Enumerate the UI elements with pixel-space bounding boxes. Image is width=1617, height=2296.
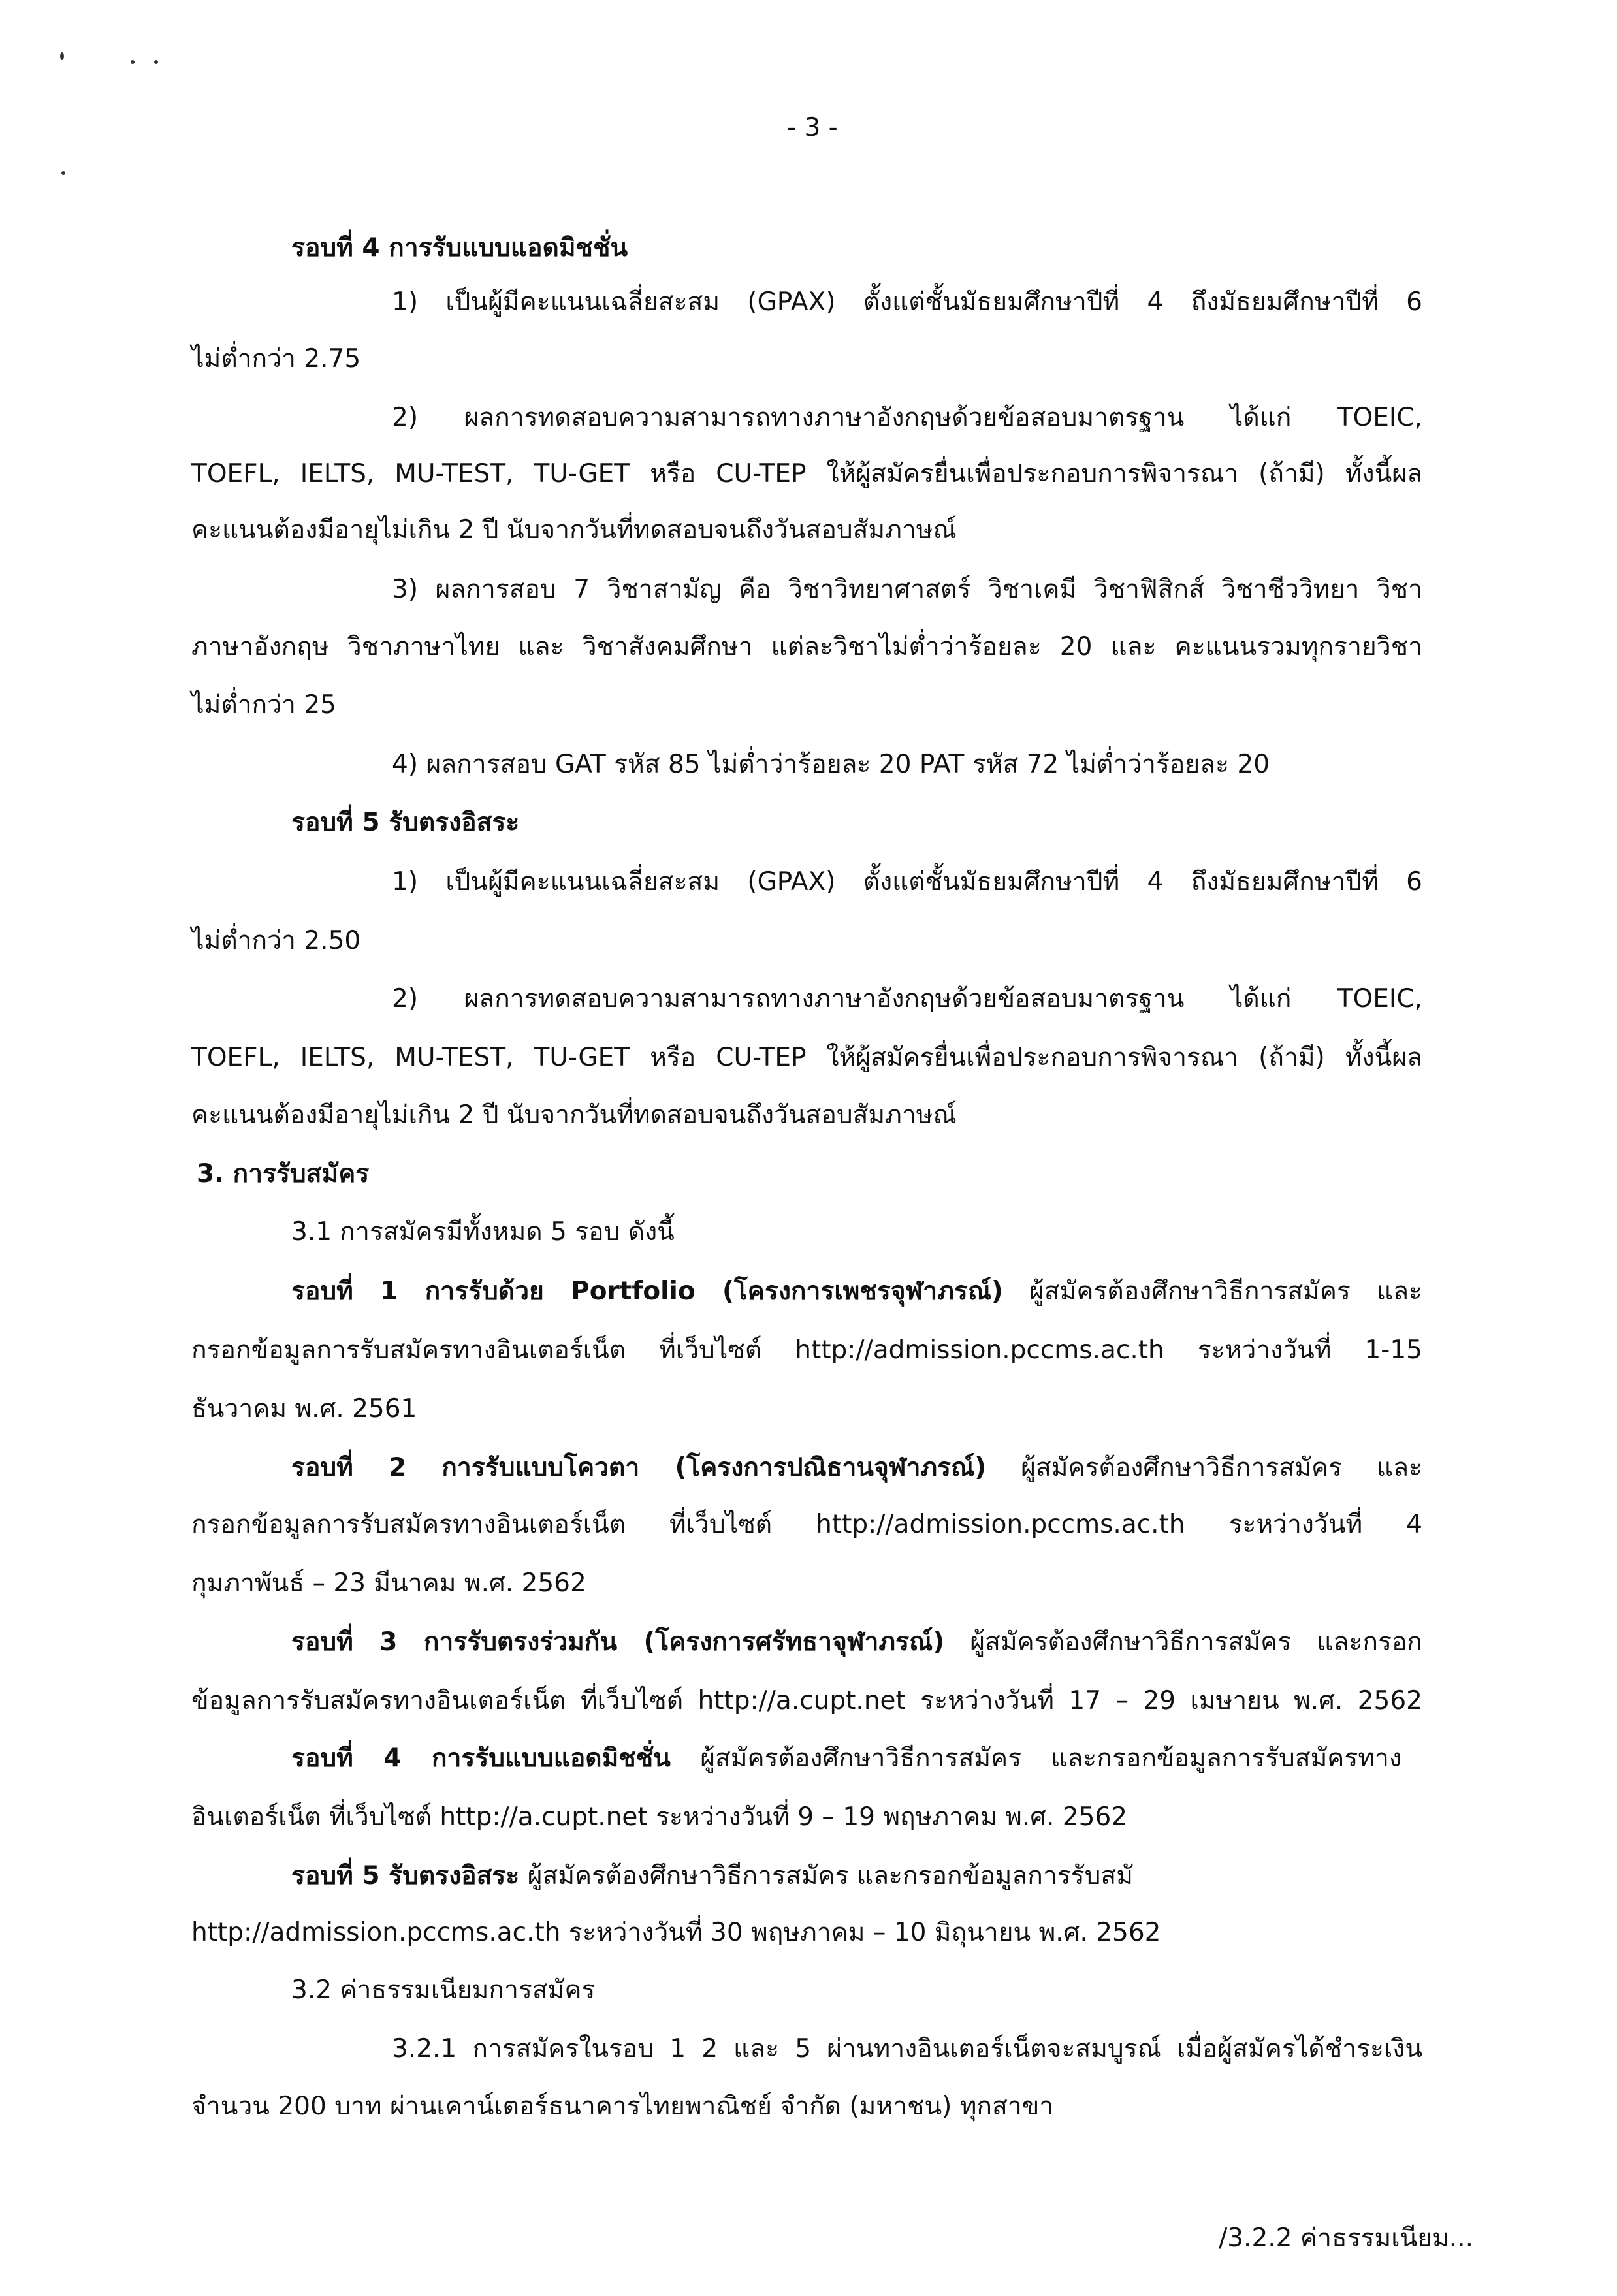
- text: http://admission.pccms.ac.th ระหว่างวันที่ 30 พฤษภาคม – 10 มิถุนายน พ.ศ. 2562: [191, 1918, 1161, 1947]
- text-line: [191, 923, 360, 959]
- text: ผู้สมัครต้องศึกษาวิธีการสมัคร และ: [986, 1453, 1422, 1482]
- text-line: [191, 341, 360, 377]
- text: กรอกข้อมูลการรับสมัครทางอินเตอร์เน็ต ที่เว็บไซต์ http://admission.pccms.ac.th ระหว่างวันที่ 4: [191, 1510, 1422, 1539]
- text-bold: รอบที่ 3 การรับตรงร่วมกัน (โครงการศรัทธาจุฬาภรณ์): [291, 1627, 945, 1657]
- footer-continuation: /3.2.2 ค่าธรรมเนียม...: [1219, 2224, 1473, 2253]
- text-line: [191, 512, 957, 549]
- scan-speck: [131, 60, 135, 64]
- text: ผู้สมัครต้องศึกษาวิธีการสมัคร และกรอกข้อมูลการรับสมั: [519, 1861, 1133, 1890]
- text-line: [191, 1799, 1127, 1836]
- text: คะแนนต้องมีอายุไม่เกิน 2 ปี นับจากวันที่ทดสอบจนถึงวันสอบสัมภาษณ์: [191, 515, 957, 545]
- text-line: [191, 629, 1422, 665]
- text-line: [191, 1507, 1422, 1543]
- page-number: - 3 -: [787, 113, 838, 142]
- text-line: [191, 1040, 1422, 1076]
- round-4-item-4: [392, 746, 1270, 783]
- section-3-heading: [197, 1156, 369, 1192]
- text: 3.2.1 การสมัครในรอบ 1 2 และ 5 ผ่านทางอินเตอร์เน็ตจะสมบูรณ์ เมื่อผู้สมัครได้ชำระเงิน: [392, 2034, 1422, 2064]
- round-4-item-1: [392, 284, 1422, 321]
- text: จำนวน 200 บาท ผ่านเคาน์เตอร์ธนาคารไทยพาณิชย์ จำกัด (มหาชน) ทุกสาขา: [191, 2092, 1054, 2121]
- text: กรอกข้อมูลการรับสมัครทางอินเตอร์เน็ต ที่เว็บไซต์ http://admission.pccms.ac.th ระหว่างวันที่ 1-15: [191, 1335, 1422, 1365]
- text: 3.1 การสมัครมีทั้งหมด 5 รอบ ดังนี้: [291, 1217, 675, 1247]
- scan-speck: [61, 171, 65, 175]
- text: คะแนนต้องมีอายุไม่เกิน 2 ปี นับจากวันที่ทดสอบจนถึงวันสอบสัมภาษณ์: [191, 1100, 957, 1130]
- admission-round-5: [291, 1858, 1133, 1894]
- text-line: [191, 1565, 586, 1602]
- text: ผู้สมัครต้องศึกษาวิธีการสมัคร และกรอกข้อมูลการรับสมัครทาง: [670, 1744, 1401, 1773]
- section-3-2-heading: [291, 1972, 595, 2009]
- text: ผู้สมัครต้องศึกษาวิธีการสมัคร และกรอก: [944, 1627, 1422, 1657]
- text-bold: รอบที่ 5 รับตรงอิสระ: [291, 808, 520, 837]
- text-line: [191, 1683, 1422, 1719]
- text-line: [191, 1332, 1422, 1369]
- text-line: [191, 1097, 957, 1134]
- section-3-1-heading: [291, 1214, 675, 1251]
- text: ไม่ต่ำกว่า 2.75: [191, 344, 361, 374]
- text-bold: รอบที่ 1 การรับด้วย Portfolio (โครงการเพชรจุฬาภรณ์): [291, 1277, 1003, 1306]
- round-4-item-3: [392, 571, 1422, 608]
- text: 1) เป็นผู้มีคะแนนเฉลี่ยสะสม (GPAX) ตั้งแต่ชั้นมัธยมศึกษาปีที่ 4 ถึงมัธยมศึกษาปีที่ 6: [392, 867, 1422, 897]
- admission-round-1: [291, 1273, 1422, 1310]
- text: ธันวาคม พ.ศ. 2561: [191, 1394, 417, 1424]
- text-bold: รอบที่ 2 การรับแบบโควตา (โครงการปณิธานจุฬาภรณ์): [291, 1453, 987, 1482]
- text: ไม่ต่ำกว่า 25: [191, 690, 336, 720]
- section-3-2-1: [392, 2031, 1422, 2067]
- text: 1) เป็นผู้มีคะแนนเฉลี่ยสะสม (GPAX) ตั้งแต่ชั้นมัธยมศึกษาปีที่ 4 ถึงมัธยมศึกษาปีที่ 6: [392, 287, 1422, 317]
- text-bold: รอบที่ 4 การรับแบบแอดมิชชั่น: [291, 1744, 671, 1773]
- text: TOEFL, IELTS, MU-TEST, TU-GET หรือ CU-TEP ให้ผู้สมัครยื่นเพื่อประกอบการพิจารณา (ถ้ามี) ทั้งนี้ผล: [191, 459, 1422, 488]
- text: 3) ผลการสอบ 7 วิชาสามัญ คือ วิชาวิทยาศาสตร์ วิชาเคมี วิชาฟิสิกส์ วิชาชีววิทยา วิชา: [392, 575, 1422, 604]
- round-5-item-1: [392, 864, 1422, 901]
- text: ผู้สมัครต้องศึกษาวิธีการสมัคร และ: [1002, 1277, 1422, 1306]
- text-line: [191, 1391, 417, 1427]
- scan-speck: [60, 52, 64, 60]
- text: ข้อมูลการรับสมัครทางอินเตอร์เน็ต ที่เว็บไซต์ http://a.cupt.net ระหว่างวันที่ 17 – 29 เมษายน พ.ศ. 2562: [191, 1686, 1422, 1715]
- text-line: [191, 456, 1422, 492]
- text-line: [191, 2088, 1053, 2125]
- admission-round-2: [291, 1450, 1422, 1486]
- round-4-heading: [291, 230, 628, 266]
- text-bold: 3. การรับสมัคร: [197, 1159, 370, 1188]
- text-bold: รอบที่ 4 การรับแบบแอดมิชชั่น: [291, 233, 628, 263]
- text-line: [191, 1915, 1161, 1951]
- text: TOEFL, IELTS, MU-TEST, TU-GET หรือ CU-TEP ให้ผู้สมัครยื่นเพื่อประกอบการพิจารณา (ถ้ามี) ทั้งนี้ผล: [191, 1043, 1422, 1072]
- text-bold: รอบที่ 5 รับตรงอิสระ: [291, 1861, 520, 1890]
- text: ไม่ต่ำกว่า 2.50: [191, 926, 361, 955]
- round-4-item-2: [392, 400, 1422, 436]
- text-line: [191, 687, 336, 724]
- round-5-item-2: [392, 981, 1422, 1017]
- text: 3.2 ค่าธรรมเนียมการสมัคร: [291, 1975, 596, 2005]
- scan-speck: [154, 60, 158, 64]
- admission-round-4: [291, 1740, 1401, 1777]
- text: กุมภาพันธ์ – 23 มีนาคม พ.ศ. 2562: [191, 1569, 586, 1598]
- text: 2) ผลการทดสอบความสามารถทางภาษาอังกฤษด้วยข้อสอบมาตรฐาน ได้แก่ TOEIC,: [392, 403, 1422, 432]
- text: 2) ผลการทดสอบความสามารถทางภาษาอังกฤษด้วยข้อสอบมาตรฐาน ได้แก่ TOEIC,: [392, 984, 1422, 1013]
- admission-round-3: [291, 1624, 1422, 1661]
- text: อินเตอร์เน็ต ที่เว็บไซต์ http://a.cupt.net ระหว่างวันที่ 9 – 19 พฤษภาคม พ.ศ. 2562: [191, 1802, 1128, 1832]
- text: ภาษาอังกฤษ วิชาภาษาไทย และ วิชาสังคมศึกษา แต่ละวิชาไม่ต่ำว่าร้อยละ 20 และ คะแนนรวมทุกรายวิชา: [191, 632, 1422, 662]
- text: 4) ผลการสอบ GAT รหัส 85 ไม่ต่ำว่าร้อยละ 20 PAT รหัส 72 ไม่ต่ำว่าร้อยละ 20: [392, 750, 1270, 779]
- round-5-heading: [291, 805, 519, 841]
